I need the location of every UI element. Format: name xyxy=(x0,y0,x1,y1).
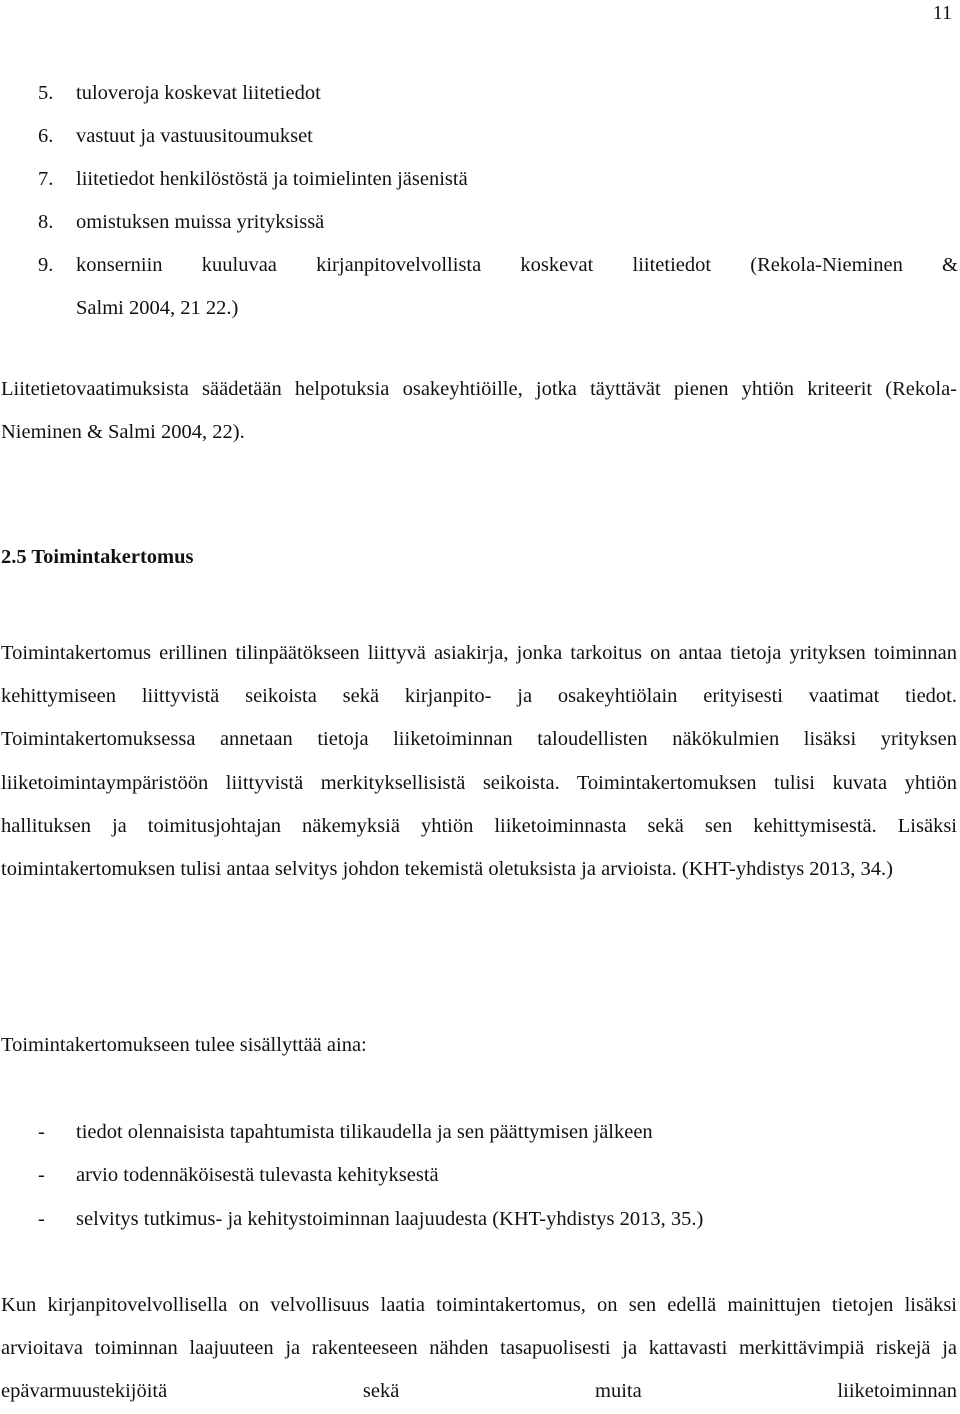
page-number: 11 xyxy=(932,2,952,24)
list-item-text: tuloveroja koskevat liitetiedot xyxy=(76,82,321,104)
list-item-number: 7. xyxy=(38,168,54,190)
numbered-list xyxy=(38,72,958,330)
paragraph-liitetietovaatimukset: Liitetietovaatimuksista säädetään helpotuksia osakeyhtiöille, jotka täyttävät pienen yhtiön kriteerit (Rekola-Nieminen & Salmi 2004, 22). xyxy=(1,378,957,444)
list-item-number: 8. xyxy=(38,211,54,233)
list-item xyxy=(38,158,958,201)
list-item-text: tiedot olennaisista tapahtumista tilikaudella ja sen päättymisen jälkeen xyxy=(76,1121,653,1143)
list-item xyxy=(38,115,958,158)
list-item xyxy=(38,244,958,287)
paragraph-riskit: Kun kirjanpitovelvollisella on velvollisuus laatia toimintakertomus, on sen edellä mainittujen tietojen lisäksi arvioitava toiminnan laajuuteen ja rakenteeseen nähden tasapuolisesti ja kattavasti merkittävimpiä riskejä ja epävarmuustekijöitä sekä muita liiketoiminnan xyxy=(1,1294,957,1403)
list-item xyxy=(38,1111,703,1154)
list-item-text: vastuut ja vastuusitoumukset xyxy=(76,125,313,147)
list-item-dash: - xyxy=(38,1121,45,1143)
list-item-number: 6. xyxy=(38,125,54,147)
list-item xyxy=(38,1154,703,1197)
list-item-number: 5. xyxy=(38,82,54,104)
list-item xyxy=(38,1198,703,1241)
list-item-dash: - xyxy=(38,1207,45,1230)
section-heading: 2.5 Toimintakertomus xyxy=(1,546,194,568)
list-item-text: selvitys tutkimus- ja kehitystoiminnan laajuudesta (KHT-yhdistys 2013, 35.) xyxy=(76,1207,704,1230)
paragraph-toimintakertomus: Toimintakertomus erillinen tilinpäätökseen liittyvä asiakirja, jonka tarkoitus on antaa tietoja yrityksen toiminnan kehittymiseen liittyvistä seikoista sekä kirjanpito- ja osakeyhtiölain erityisesti vaatimat tiedot. Toimintakertomuksessa annetaan tietoja liiketoiminnan taloudellisten näkökulmien lisäksi yrityksen liiketoimintaympäristöön liittyvistä merkityksellisistä seikoista. Toimintakertomuksen tulisi kuvata yhtiön hallituksen ja toimitusjohtajan näkemyksiä yhtiön liiketoiminnasta sekä sen kehittymisestä. Lisäksi toimintakertomuksen tulisi antaa selvitys johdon tekemistä oletuksista ja arvioista. (KHT-yhdistys 2013, 34.) xyxy=(1,642,957,881)
list-item-text: Salmi 2004, 21 22.) xyxy=(76,297,239,319)
list-item xyxy=(38,72,958,115)
list-item-text: omistuksen muissa yrityksissä xyxy=(76,211,325,233)
list-item-continuation xyxy=(38,287,958,330)
list-item xyxy=(38,201,958,244)
list-item-text: arvio todennäköisestä tulevasta kehityksestä xyxy=(76,1164,439,1187)
paragraph-sisallytettava: Toimintakertomukseen tulee sisällyttää aina: xyxy=(1,1034,367,1056)
list-item-text: konserniin kuuluvaa kirjanpitovelvollista koskevat liitetiedot (Rekola-Nieminen & xyxy=(76,254,958,276)
list-item-number: 9. xyxy=(38,254,54,276)
list-item-dash: - xyxy=(38,1164,45,1187)
list-item-text: liitetiedot henkilöstöstä ja toimielinten jäsenistä xyxy=(76,168,468,190)
dash-list xyxy=(38,1111,703,1241)
